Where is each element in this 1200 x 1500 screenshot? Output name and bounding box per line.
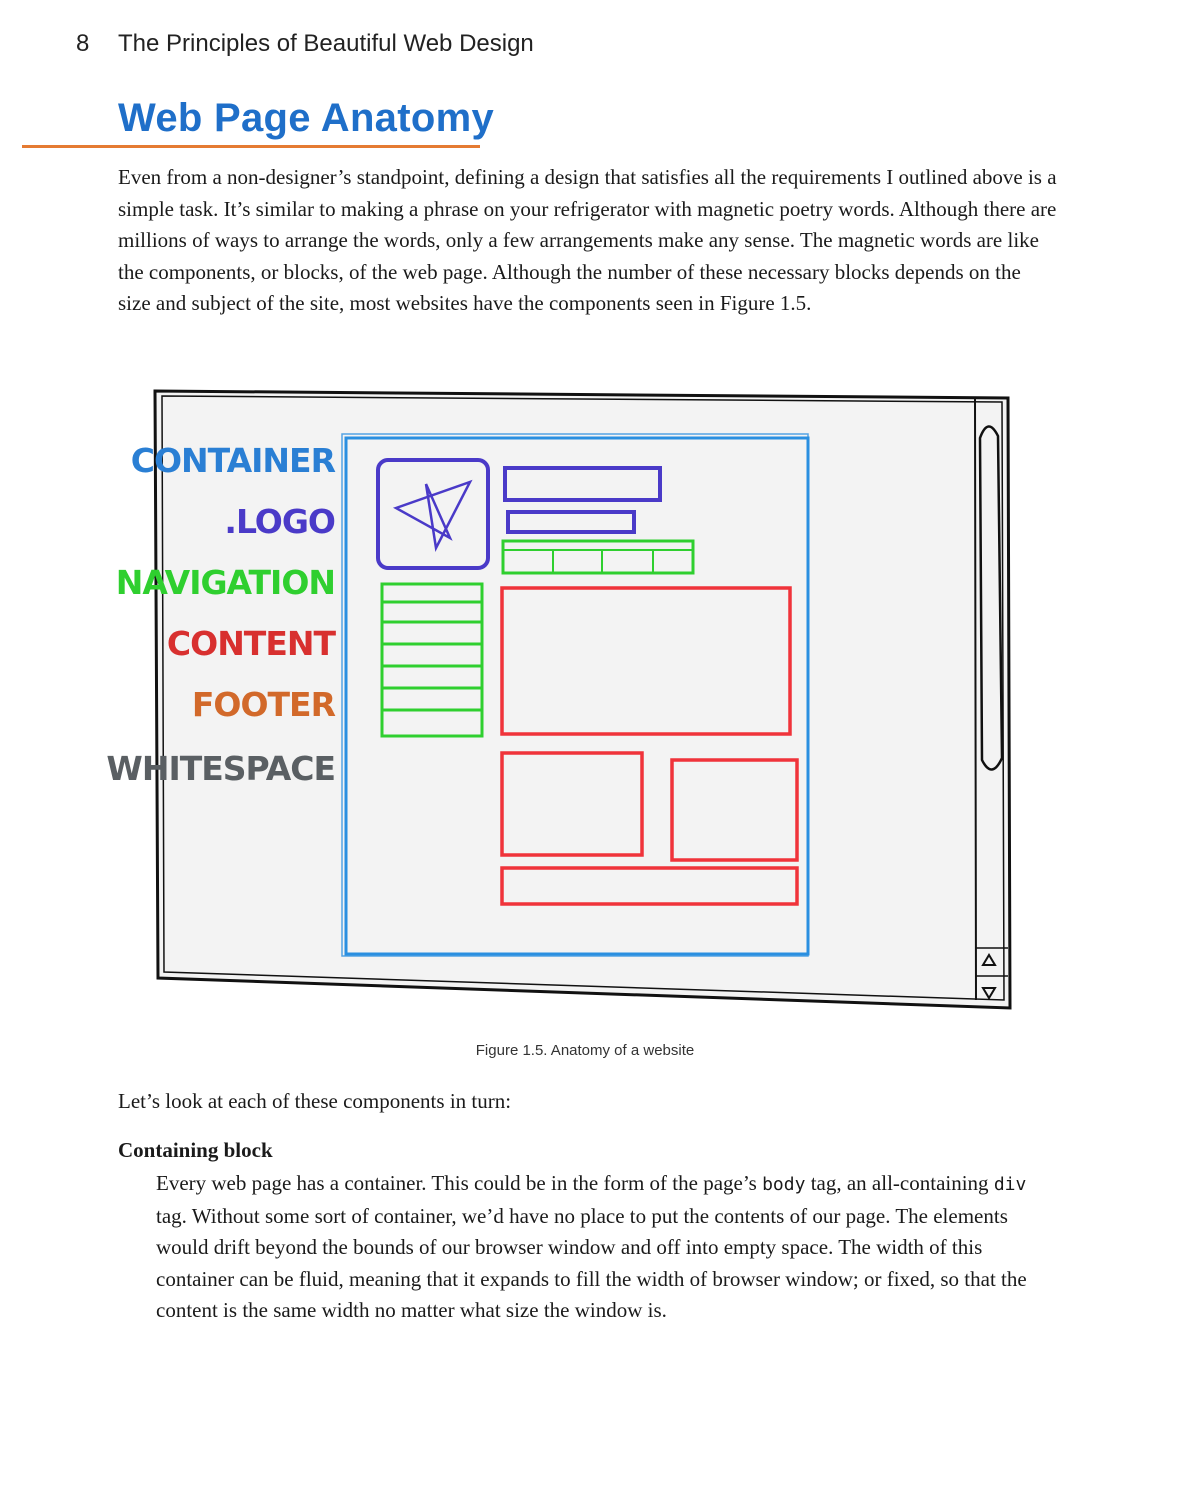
running-head bbox=[76, 30, 534, 58]
title-underline bbox=[22, 145, 480, 148]
code-body: body bbox=[762, 1174, 806, 1195]
label-logo: .LOGO bbox=[224, 502, 335, 541]
label-whitespace: WHITESPACE bbox=[106, 749, 335, 788]
label-navigation: NAVIGATION bbox=[115, 563, 335, 602]
definition-text: Every web page has a container. This could be in the form of the page’s body tag, an all-containing div tag. Without some sort of container, we’d have no place to put the contents of our page. The elements would drift beyond the bounds of our browser window and off into empty space. The width of this container can be fluid, meaning that it expands to fill the width of browser window; or fixed, so that the content is the same width no matter what size the window is. bbox=[156, 1171, 1027, 1322]
code-div: div bbox=[993, 1174, 1027, 1195]
intro-paragraph: Even from a non-designer’s standpoint, defining a design that satisfies all the requirements I outlined above is a simple task. It’s similar to making a phrase on your refrigerator with magnetic poetry words. Although there are millions of ways to arrange the words, only a few arrangements make any sense. The magnetic words are like the components, or blocks, of the web page. Although the number of these necessary blocks depends on the size and subject of the site, most websites have the components seen in Figure 1.5. bbox=[118, 165, 1057, 315]
section-title: Web Page Anatomy bbox=[118, 96, 494, 140]
page-number: 8 bbox=[76, 30, 90, 57]
anatomy-sketch bbox=[106, 388, 1020, 1018]
label-container: CONTAINER bbox=[130, 441, 335, 480]
figure-caption: Figure 1.5. Anatomy of a website bbox=[475, 1042, 695, 1059]
anatomy-figure bbox=[106, 388, 1020, 1018]
label-content: CONTENT bbox=[166, 624, 335, 663]
lead-in-paragraph: Let’s look at each of these components in turn: bbox=[118, 1089, 512, 1113]
label-footer: FOOTER bbox=[191, 685, 335, 724]
definition-term: Containing block bbox=[118, 1138, 273, 1162]
book-title: The Principles of Beautiful Web Design bbox=[118, 30, 534, 57]
